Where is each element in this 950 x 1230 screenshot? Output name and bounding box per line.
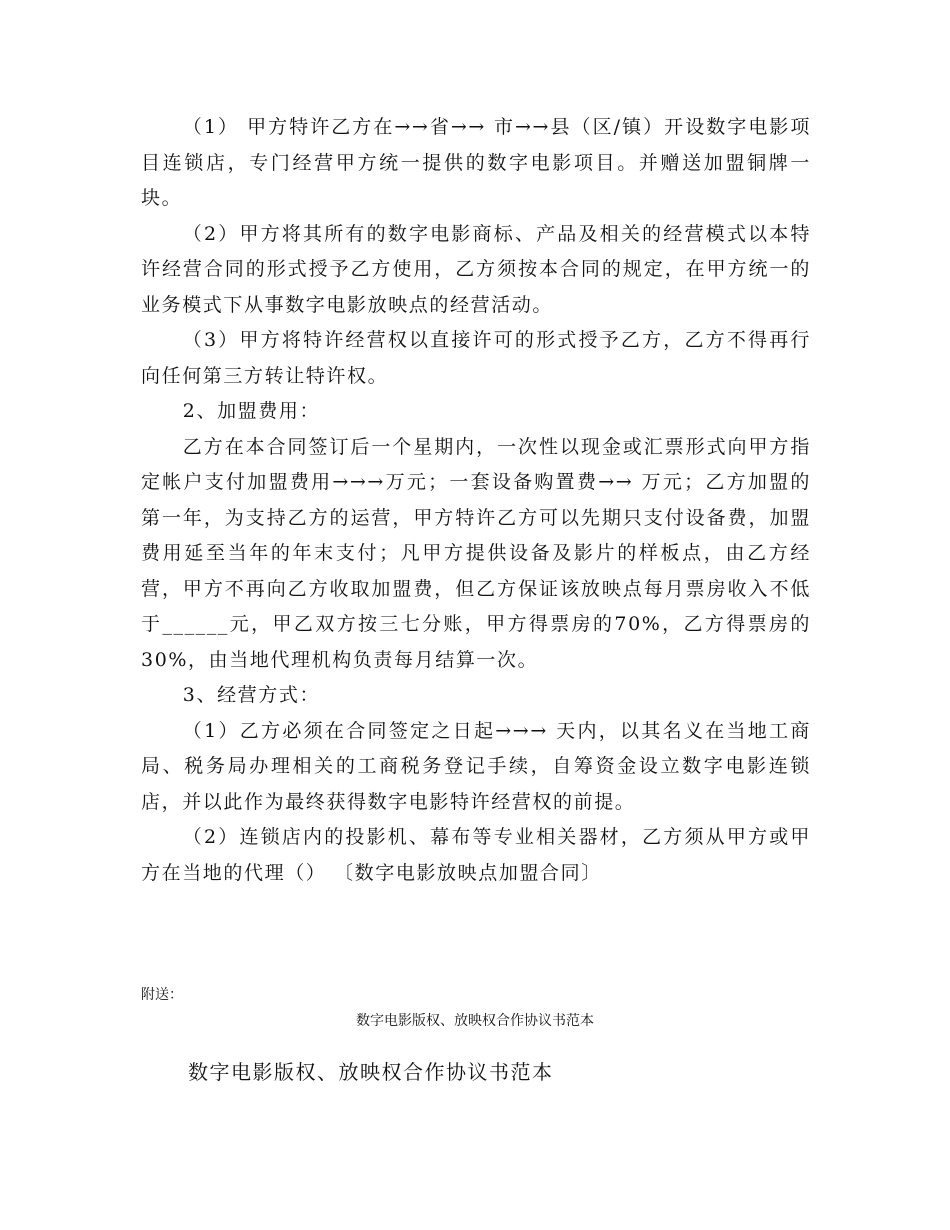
section-heading-fees: 2、加盟费用： — [182, 400, 321, 422]
paragraph-operation-2: （2）连锁店内的投影机、幕布等专业相关器材，乙方须从甲方或甲方在当地的代理（） 〔数字电影放映点加盟合同〕 — [141, 826, 811, 884]
annex-subtitle: 数字电影版权、放映权合作协议书范本 — [356, 1013, 594, 1029]
annex-label: 附送： — [141, 987, 183, 1003]
paragraph-clause-2: （2）甲方将其所有的数字电影商标、产品及相关的经营模式以本特许经营合同的形式授予乙方使用，乙方须按本合同的规定，在甲方统一的业务模式下从事数字电影放映点的经营活动。 — [141, 222, 811, 316]
contract-body — [141, 110, 811, 891]
paragraph-clause-3: （3）甲方将特许经营权以直接许可的形式授予乙方，乙方不得再行向任何第三方转让特许权。 — [141, 329, 811, 387]
paragraph-fees: 乙方在本合同签订后一个星期内，一次性以现金或汇票形式向甲方指定帐户支付加盟费用→→→万元；一套设备购置费→→ 万元；乙方加盟的第一年，为支持乙方的运营，甲方特许乙方可以先期只支付设备费，加盟费用延至当年的年末支付；凡甲方提供设备及影片的样板点，由乙方经营，甲方不再向乙方收取加盟费，但乙方保证该放映点每月票房收入不低于______元，甲乙双方按三七分账，甲方得票房的70%，乙方得票房的30%，由当地代理机构负责每月结算一次。 — [141, 435, 811, 671]
paragraph-clause-1: （1） 甲方特许乙方在→→省→→ 市→→县（区/镇）开设数字电影项目连锁店，专门经营甲方统一提供的数字电影项目。并赠送加盟铜牌一块。 — [141, 116, 811, 209]
paragraph-operation-1: （1）乙方必须在合同签定之日起→→→ 天内，以其名义在当地工商局、税务局办理相关的工商税务登记手续，自筹资金设立数字电影连锁店，并以此作为最终获得数字电影特许经营权的前提。 — [141, 719, 811, 813]
annex-heading: 数字电影版权、放映权合作协议书范本 — [188, 1060, 554, 1084]
section-heading-operation: 3、经营方式： — [182, 684, 321, 706]
